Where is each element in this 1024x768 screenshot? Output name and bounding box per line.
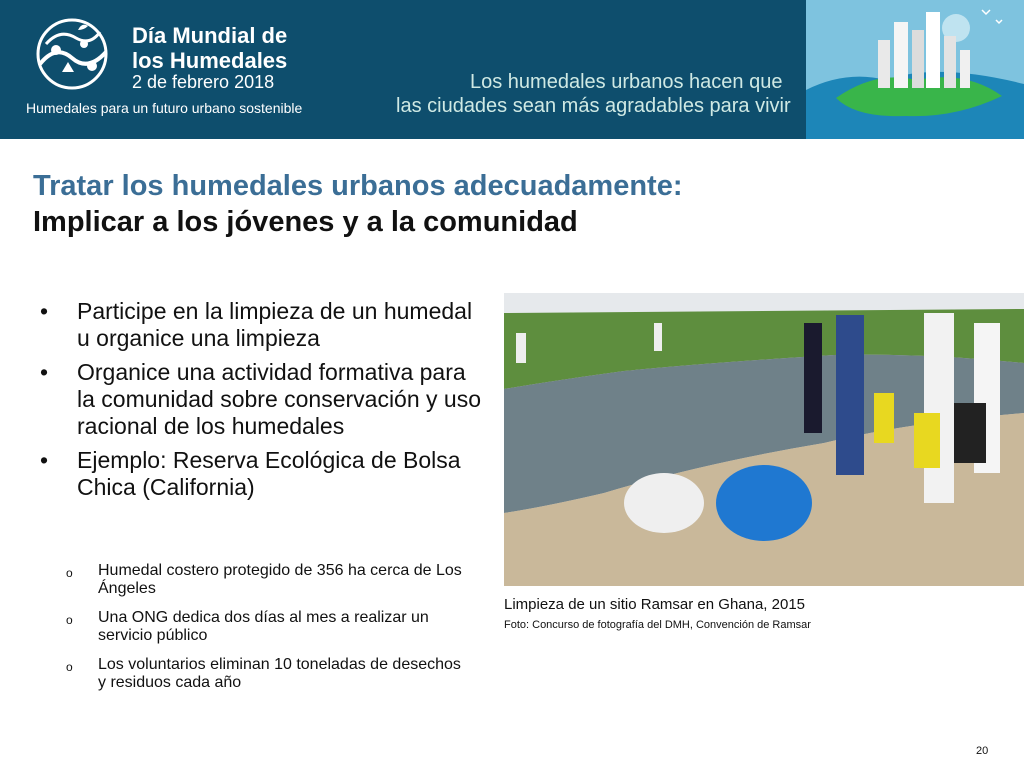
sub-bullet-item	[66, 609, 466, 645]
page-number: 20	[976, 745, 989, 757]
bullet-item	[36, 359, 486, 440]
bullet-marker: •	[40, 447, 49, 473]
sub-bullet-list	[66, 562, 466, 703]
wetland-emblem-icon	[26, 14, 126, 94]
bullet-marker: •	[40, 298, 49, 324]
sub-bullet-marker: o	[66, 566, 73, 580]
photo-caption: Limpieza de un sitio Ramsar en Ghana, 2015	[504, 596, 806, 613]
sub-bullet-marker: o	[66, 660, 73, 674]
headline-line2: las ciudades sean más agradables para vivir	[396, 95, 791, 117]
city-island-illustration	[806, 0, 1024, 139]
brand-title-line1: Día Mundial de	[132, 23, 288, 48]
slide-title-line1: Tratar los humedales urbanos adecuadamente:	[33, 170, 683, 202]
header-banner	[0, 0, 1024, 139]
slide-title	[33, 168, 682, 240]
header-headline	[396, 70, 791, 118]
sub-bullet-marker: o	[66, 613, 73, 627]
bullet-item	[36, 298, 486, 352]
brand-title-line2: los Humedales	[132, 48, 288, 73]
sub-bullet-text: Una ONG dedica dos días al mes a realizar un servicio público	[98, 609, 429, 644]
bullet-marker: •	[40, 359, 49, 385]
sub-bullet-text: Los voluntarios eliminan 10 toneladas de desechos y residuos cada año	[98, 656, 461, 691]
headline-line1: Los humedales urbanos hacen que	[470, 71, 783, 93]
brand-title	[132, 23, 287, 73]
bullet-text: Organice una actividad formativa para la comunidad sobre conservación y uso racional de los humedales	[77, 359, 482, 439]
cleanup-photo	[504, 293, 1024, 586]
slide-title-line2: Implicar a los jóvenes y a la comunidad	[33, 206, 578, 238]
bullet-list	[36, 298, 486, 508]
bullet-text: Ejemplo: Reserva Ecológica de Bolsa Chica (California)	[77, 447, 461, 500]
sub-bullet-text: Humedal costero protegido de 356 ha cerca de Los Ángeles	[98, 562, 462, 597]
photo-credit: Foto: Concurso de fotografía del DMH, Convención de Ramsar	[504, 619, 811, 631]
brand-logo	[26, 14, 316, 124]
sub-bullet-item	[66, 656, 466, 692]
bullet-text: Participe en la limpieza de un humedal u organice una limpieza	[77, 298, 473, 351]
bullet-item	[36, 447, 486, 501]
brand-tagline: Humedales para un futuro urbano sostenible	[26, 100, 303, 116]
sub-bullet-item	[66, 562, 466, 598]
brand-date: 2 de febrero 2018	[132, 72, 275, 92]
